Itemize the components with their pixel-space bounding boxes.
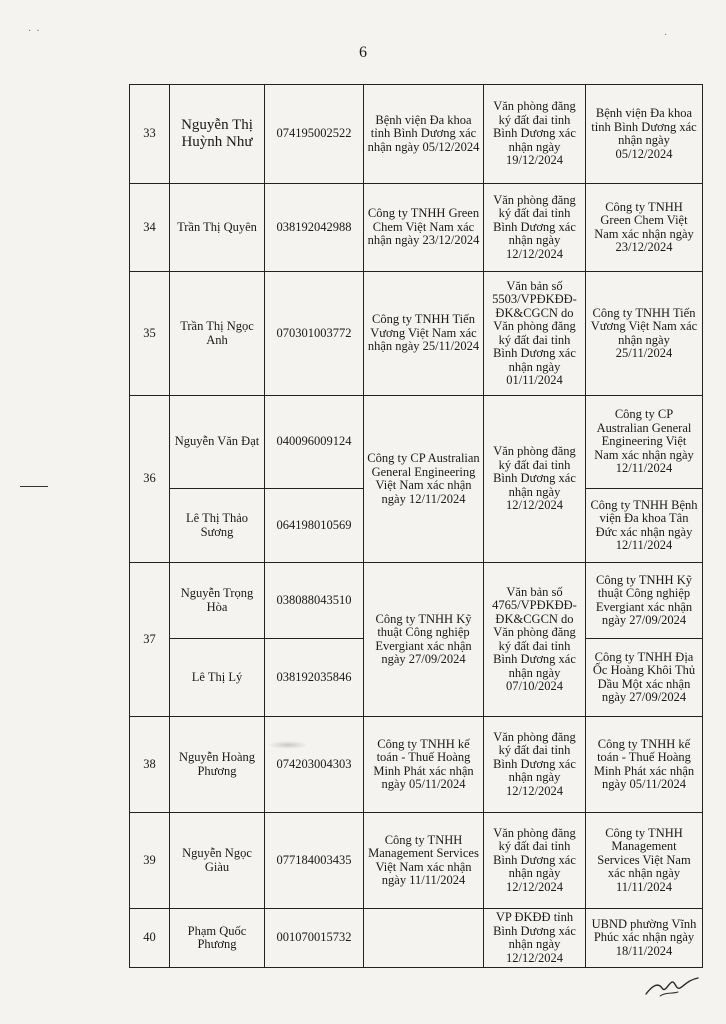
confirmation-col-b: Văn bản số 4765/VPĐKĐĐ-ĐK&CGCN do Văn phòng đăng ký đất đai tỉnh Bình Dương xác nhận ngày 07/10/2024 — [484, 563, 586, 717]
confirmation-col-a: Công ty TNHH Tiến Vương Việt Nam xác nhận ngày 25/11/2024 — [364, 272, 484, 396]
table-row — [130, 813, 703, 909]
confirmation-col-c: Bệnh viện Đa khoa tỉnh Bình Dương xác nhận ngày 05/12/2024 — [586, 85, 703, 184]
id-number: 070301003772 — [265, 272, 364, 396]
confirmation-col-a: Bệnh viện Đa khoa tỉnh Bình Dương xác nhận ngày 05/12/2024 — [364, 85, 484, 184]
confirmation-col-b: Văn phòng đăng ký đất đai tỉnh Bình Dương xác nhận ngày 12/12/2024 — [484, 396, 586, 563]
row-number: 38 — [130, 717, 170, 813]
confirmation-col-b: Văn phòng đăng ký đất đai tỉnh Bình Dương xác nhận ngày 12/12/2024 — [484, 717, 586, 813]
person-name: Nguyễn Thị Huỳnh Như — [170, 85, 265, 184]
id-number: 064198010569 — [265, 489, 364, 563]
row-number: 39 — [130, 813, 170, 909]
row-number: 34 — [130, 184, 170, 272]
id-number: 040096009124 — [265, 396, 364, 489]
id-number: 038192035846 — [265, 639, 364, 717]
margin-mark — [20, 486, 48, 487]
scan-speck: · — [664, 30, 668, 41]
confirmation-col-b: VP ĐKĐĐ tỉnh Bình Dương xác nhận ngày 12/12/2024 — [484, 909, 586, 968]
row-number: 37 — [130, 563, 170, 717]
person-name: Nguyễn Ngọc Giàu — [170, 813, 265, 909]
records-table — [129, 84, 703, 968]
confirmation-col-c: Công ty TNHH Tiến Vương Việt Nam xác nhận ngày 25/11/2024 — [586, 272, 703, 396]
table-row — [130, 85, 703, 184]
confirmation-col-b: Văn bản số 5503/VPĐKĐĐ-ĐK&CGCN do Văn phòng đăng ký đất đai tỉnh Bình Dương xác nhận ngày 01/11/2024 — [484, 272, 586, 396]
id-number: 074203004303 — [265, 717, 364, 813]
signature-initials — [642, 972, 702, 1000]
scan-smudge — [268, 741, 308, 749]
confirmation-col-c: Công ty TNHH Bệnh viện Đa khoa Tân Đức xác nhận ngày 12/11/2024 — [586, 489, 703, 563]
scan-speck: · · — [28, 26, 40, 37]
confirmation-col-c: Công ty CP Australian General Engineering Việt Nam xác nhận ngày 12/11/2024 — [586, 396, 703, 489]
person-name: Nguyễn Văn Đạt — [170, 396, 265, 489]
person-name: Lê Thị Thảo Sương — [170, 489, 265, 563]
row-number: 35 — [130, 272, 170, 396]
confirmation-col-b: Văn phòng đăng ký đất đai tỉnh Bình Dương xác nhận ngày 19/12/2024 — [484, 85, 586, 184]
confirmation-col-a: Công ty TNHH Kỹ thuật Công nghiệp Evergiant xác nhận ngày 27/09/2024 — [364, 563, 484, 717]
table-row — [130, 563, 703, 639]
table-row — [130, 909, 703, 968]
id-number: 074195002522 — [265, 85, 364, 184]
id-number: 077184003435 — [265, 813, 364, 909]
person-name: Lê Thị Lý — [170, 639, 265, 717]
confirmation-col-a: Công ty TNHH Management Services Việt Nam xác nhận ngày 11/11/2024 — [364, 813, 484, 909]
person-name: Nguyễn Trọng Hòa — [170, 563, 265, 639]
confirmation-col-a: Công ty CP Australian General Engineering Việt Nam xác nhận ngày 12/11/2024 — [364, 396, 484, 563]
person-name: Trần Thị Ngọc Anh — [170, 272, 265, 396]
table-row — [130, 717, 703, 813]
row-number: 40 — [130, 909, 170, 968]
confirmation-col-a — [364, 909, 484, 968]
confirmation-col-c: Công ty TNHH kế toán - Thuế Hoàng Minh Phát xác nhận ngày 05/11/2024 — [586, 717, 703, 813]
confirmation-col-a: Công ty TNHH kế toán - Thuế Hoàng Minh Phát xác nhận ngày 05/11/2024 — [364, 717, 484, 813]
row-number: 33 — [130, 85, 170, 184]
confirmation-col-c: UBND phường Vĩnh Phúc xác nhận ngày 18/11/2024 — [586, 909, 703, 968]
confirmation-col-a: Công ty TNHH Green Chem Việt Nam xác nhận ngày 23/12/2024 — [364, 184, 484, 272]
confirmation-col-c: Công ty TNHH Địa Ốc Hoàng Khôi Thủ Dầu Một xác nhận ngày 27/09/2024 — [586, 639, 703, 717]
confirmation-col-c: Công ty TNHH Management Services Việt Nam xác nhận ngày 11/11/2024 — [586, 813, 703, 909]
id-number: 038192042988 — [265, 184, 364, 272]
confirmation-col-c: Công ty TNHH Green Chem Việt Nam xác nhận ngày 23/12/2024 — [586, 184, 703, 272]
person-name: Nguyễn Hoàng Phương — [170, 717, 265, 813]
person-name: Phạm Quốc Phương — [170, 909, 265, 968]
row-number: 36 — [130, 396, 170, 563]
table-row — [130, 396, 703, 489]
confirmation-col-c: Công ty TNHH Kỹ thuật Công nghiệp Evergiant xác nhận ngày 27/09/2024 — [586, 563, 703, 639]
confirmation-col-b: Văn phòng đăng ký đất đai tỉnh Bình Dương xác nhận ngày 12/12/2024 — [484, 813, 586, 909]
confirmation-col-b: Văn phòng đăng ký đất đai tỉnh Bình Dương xác nhận ngày 12/12/2024 — [484, 184, 586, 272]
table-row — [130, 184, 703, 272]
person-name: Trần Thị Quyên — [170, 184, 265, 272]
id-number: 038088043510 — [265, 563, 364, 639]
id-number: 001070015732 — [265, 909, 364, 968]
page-number: 6 — [359, 44, 367, 61]
table-row — [130, 272, 703, 396]
